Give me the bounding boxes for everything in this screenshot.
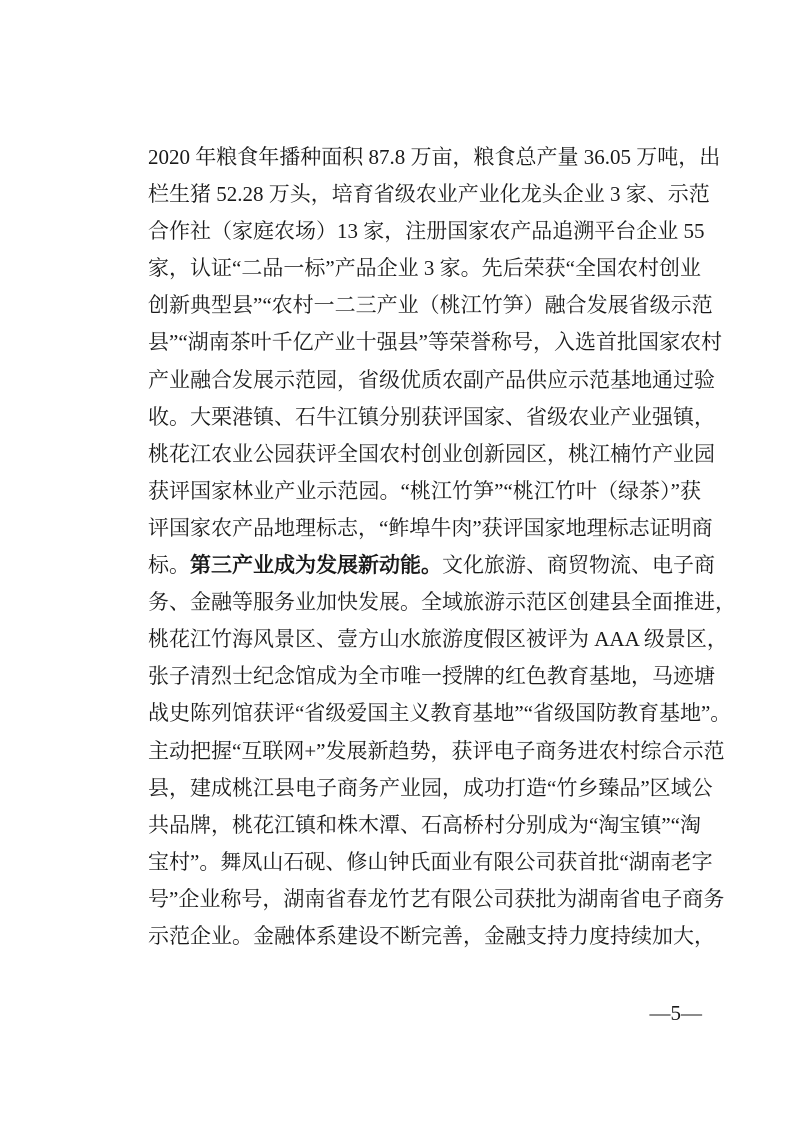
text-line: 号”企业称号，湖南省春龙竹艺有限公司获批为湖南省电子商务 [148,886,725,911]
page-number: —5— [649,1001,702,1025]
text-line: 家，认证“二品一标”产品企业 3 家。先后荣获“全国农村创业 [148,256,701,281]
text-line: 2020 年粮食年播种面积 87.8 万亩，粮食总产量 36.05 万吨，出 [148,145,721,169]
text-line: 栏生猪 52.28 万头，培育省级农业产业化龙头企业 3 家、示范 [148,182,710,207]
text-line: 务、金融等服务业加快发展。全域旅游示范区创建县全面推进， [148,590,736,615]
text-line: 张子清烈士纪念馆成为全市唯一授牌的红色教育基地，马迹塘 [148,664,715,689]
text-line: 合作社（家庭农场）13 家，注册国家农产品追溯平台企业 55 [148,219,705,244]
text-line: 县，建成桃江县电子商务产业园，成功打造“竹乡臻品”区域公 [148,775,713,800]
text-line: 宝村”。舞凤山石砚、修山钟氏面业有限公司获首批“湖南老字 [148,849,713,874]
text-line: 桃花江竹海风景区、壹方山水旅游度假区被评为 AAA 级景区， [148,627,728,652]
body-text [148,139,736,955]
text-line: 桃花江农业公园获评全国农村创业创新园区，桃江楠竹产业园 [148,441,715,466]
text-line: 战史陈列馆获评“省级爱国主义教育基地”“省级国防教育基地”。 [148,701,732,726]
text-line: 主动把握“互联网+”发展新趋势，获评电子商务进农村综合示范 [148,738,725,763]
line-suffix: 文化旅游、商贸物流、电子商 [442,553,715,578]
text-line: 共品牌，桃花江镇和株木潭、石高桥村分别成为“淘宝镇”“淘 [148,812,701,837]
text-line: 产业融合发展示范园，省级优质农副产品供应示范基地通过验 [148,367,715,392]
text-line-with-heading [148,547,715,584]
section-heading-tertiary-industry: 第三产业成为发展新动能。 [190,553,442,578]
text-line: 示范企业。金融体系建设不断完善，金融支持力度持续加大， [148,923,715,948]
text-line: 县”“湖南茶叶千亿产业十强县”等荣誉称号，入选首批国家农村 [148,330,722,355]
text-line: 创新典型县”“农村一二三产业（桃江竹笋）融合发展省级示范 [148,293,713,318]
text-line: 收。大栗港镇、石牛江镇分别获评国家、省级农业产业强镇， [148,404,715,429]
line-prefix: 标。 [148,553,190,578]
text-line: 获评国家林业产业示范园。“桃江竹笋”“桃江竹叶（绿茶）”获 [148,478,701,503]
text-line: 评国家农产品地理标志，“鲊埠牛肉”获评国家地理标志证明商 [148,515,713,540]
